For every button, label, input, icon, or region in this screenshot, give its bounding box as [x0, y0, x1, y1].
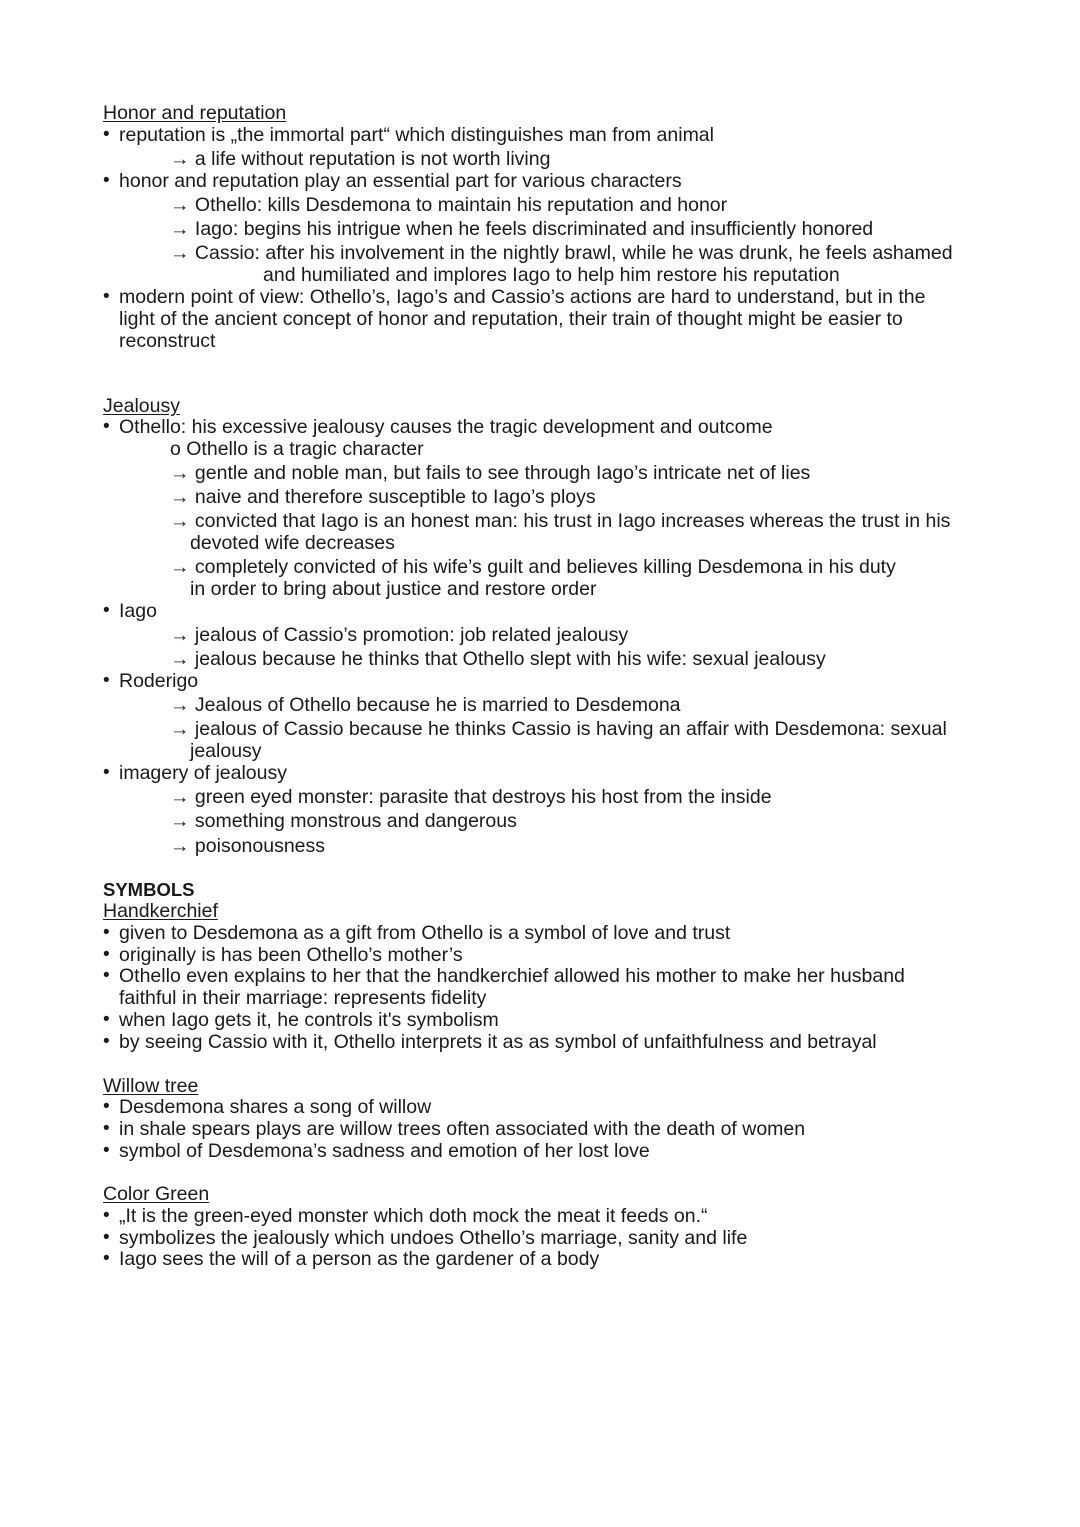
section-heading-handkerchief: Handkerchief: [103, 900, 218, 922]
section-heading-honor: Honor and reputation: [103, 102, 287, 124]
list-item: reputation is „the immortal part“ which distinguishes man from animal: [119, 124, 714, 146]
sub-list-item: → something monstrous and dangerous: [170, 810, 517, 832]
list-item: given to Desdemona as a gift from Othello is a symbol of love and trust: [119, 922, 731, 944]
list-item: Roderigo: [119, 670, 199, 692]
sub-list-item: → green eyed monster: parasite that destroys his host from the inside: [170, 786, 772, 808]
list-item: in shale spears plays are willow trees often associated with the death of women: [119, 1118, 806, 1140]
bullet-icon: •: [103, 124, 110, 145]
sub-list-item-continuation: jealousy: [190, 740, 262, 762]
section-heading-jealousy: Jealousy: [103, 395, 180, 417]
list-item: Desdemona shares a song of willow: [119, 1096, 432, 1118]
bullet-icon: •: [103, 1009, 110, 1030]
symbols-label: SYMBOLS: [103, 879, 195, 900]
sub-list-item-continuation: in order to bring about justice and restore order: [190, 578, 597, 600]
sub-list-item: → Othello: kills Desdemona to maintain his reputation and honor: [170, 194, 728, 216]
list-item: Othello: his excessive jealousy causes the tragic development and outcome: [119, 416, 773, 438]
bullet-icon: •: [103, 416, 110, 437]
list-item: honor and reputation play an essential part for various characters: [119, 170, 682, 192]
section-heading-color-green: Color Green: [103, 1183, 210, 1205]
bullet-icon: •: [103, 1096, 110, 1117]
list-item: „It is the green-eyed monster which doth mock the meat it feeds on.“: [119, 1205, 708, 1227]
bullet-icon: •: [103, 600, 110, 621]
sub-list-item: → gentle and noble man, but fails to see through Iago’s intricate net of lies: [170, 462, 811, 484]
bullet-icon: •: [103, 944, 110, 965]
bullet-icon: •: [103, 670, 110, 691]
bullet-icon: •: [103, 1118, 110, 1139]
list-item: Othello even explains to her that the handkerchief allowed his mother to make her husband: [119, 965, 905, 987]
sub-list-item: o Othello is a tragic character: [170, 438, 424, 460]
sub-list-item: → completely convicted of his wife’s guilt and believes killing Desdemona in his duty: [170, 556, 896, 578]
section-heading-willow: Willow tree: [103, 1075, 199, 1097]
bullet-icon: •: [103, 1140, 110, 1161]
sub-list-item: → jealous because he thinks that Othello slept with his wife: sexual jealousy: [170, 648, 826, 670]
sub-list-item: → Jealous of Othello because he is married to Desdemona: [170, 694, 681, 716]
sub-list-item: → poisonousness: [170, 835, 326, 857]
sub-list-item-continuation: devoted wife decreases: [190, 532, 395, 554]
sub-list-item: → convicted that Iago is an honest man: his trust in Iago increases whereas the trust in his: [170, 510, 951, 532]
bullet-icon: •: [103, 965, 110, 986]
bullet-icon: •: [103, 1248, 110, 1269]
list-item: Iago sees the will of a person as the gardener of a body: [119, 1248, 600, 1270]
sub-list-item: → a life without reputation is not worth living: [170, 148, 551, 170]
sub-list-item: → Iago: begins his intrigue when he feels discriminated and insufficiently honored: [170, 218, 874, 240]
list-item-continuation: reconstruct: [119, 330, 216, 352]
bullet-icon: •: [103, 170, 110, 191]
list-item-continuation: faithful in their marriage: represents fidelity: [119, 987, 487, 1009]
list-item: symbolizes the jealously which undoes Othello’s marriage, sanity and life: [119, 1227, 748, 1249]
bullet-icon: •: [103, 1205, 110, 1226]
list-item: by seeing Cassio with it, Othello interprets it as as symbol of unfaithfulness and betrayal: [119, 1031, 877, 1053]
bullet-icon: •: [103, 286, 110, 307]
bullet-icon: •: [103, 762, 110, 783]
list-item: originally is has been Othello’s mother’s: [119, 944, 463, 966]
bullet-icon: •: [103, 1031, 110, 1052]
list-item-continuation: light of the ancient concept of honor and reputation, their train of thought might be easier to: [119, 308, 903, 330]
list-item: imagery of jealousy: [119, 762, 287, 784]
sub-list-item: → jealous of Cassio because he thinks Cassio is having an affair with Desdemona: sexual: [170, 718, 947, 740]
sub-list-item: → naive and therefore susceptible to Iago’s ploys: [170, 486, 596, 508]
sub-list-item: → Cassio: after his involvement in the nightly brawl, while he was drunk, he feels ashamed: [170, 242, 953, 264]
sub-list-item: → jealous of Cassio’s promotion: job related jealousy: [170, 624, 629, 646]
list-item: symbol of Desdemona’s sadness and emotion of her lost love: [119, 1140, 650, 1162]
list-item: when Iago gets it, he controls it's symbolism: [119, 1009, 499, 1031]
bullet-icon: •: [103, 922, 110, 943]
bullet-icon: •: [103, 1227, 110, 1248]
list-item: Iago: [119, 600, 157, 622]
sub-list-item-continuation: and humiliated and implores Iago to help him restore his reputation: [263, 264, 840, 286]
list-item: modern point of view: Othello’s, Iago’s and Cassio’s actions are hard to understand, but in the: [119, 286, 926, 308]
